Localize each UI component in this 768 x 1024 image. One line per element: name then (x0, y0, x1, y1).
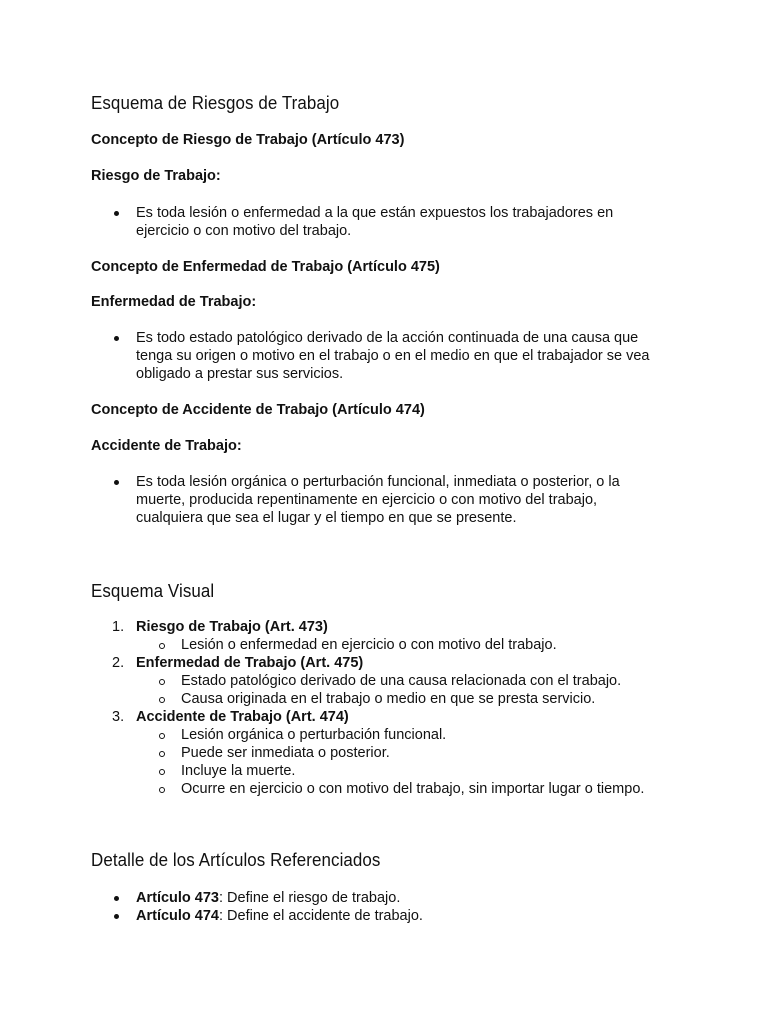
details-item-474: Artículo 474: Define el accidente de trabajo. (91, 907, 691, 925)
visual-subitem: Lesión o enfermedad en ejercicio o con motivo del trabajo. (136, 636, 711, 654)
circle-bullet-icon (159, 751, 165, 757)
visual-item-accidente (91, 708, 711, 798)
visual-subitem: Estado patológico derivado de una causa relacionada con el trabajo. (136, 672, 711, 690)
definition-list-accidente (91, 473, 691, 527)
visual-item-label: Accidente de Trabajo (Art. 474) (136, 709, 349, 725)
circle-bullet-icon (159, 679, 165, 685)
article-number: Artículo 473 (136, 890, 219, 906)
bullet-icon (114, 896, 119, 901)
visual-subitem: Incluye la muerte. (136, 762, 711, 780)
definition-item-accidente: Es toda lesión orgánica o perturbación funcional, inmediata o posterior, o la muerte, producida repentinamente en ejercicio o con motivo del trabajo, cualquiera que sea el lugar y el tiempo en que se presente. (91, 473, 691, 527)
visual-subitem: Puede ser inmediata o posterior. (136, 744, 711, 762)
visual-item-enfermedad (91, 654, 711, 708)
visual-subitem: Causa originada en el trabajo o medio en que se presta servicio. (136, 690, 711, 708)
circle-bullet-icon (159, 733, 165, 739)
bullet-icon (114, 914, 119, 919)
visual-sublist (136, 726, 711, 798)
visual-heading: Esquema Visual (91, 581, 215, 601)
term-heading-accidente: Accidente de Trabajo: (91, 438, 242, 454)
circle-bullet-icon (159, 697, 165, 703)
bullet-icon (114, 211, 119, 216)
visual-subitem: Lesión orgánica o perturbación funcional. (136, 726, 711, 744)
bullet-icon (114, 480, 119, 485)
details-heading: Detalle de los Artículos Referenciados (91, 850, 381, 870)
details-item-473: Artículo 473: Define el riesgo de trabajo. (91, 889, 691, 907)
concept-heading-riesgo: Concepto de Riesgo de Trabajo (Artículo 473) (91, 132, 405, 148)
visual-item-label: Riesgo de Trabajo (Art. 473) (136, 619, 328, 635)
term-heading-enfermedad: Enfermedad de Trabajo: (91, 294, 257, 310)
definition-list-enfermedad (91, 329, 691, 383)
visual-item-label: Enfermedad de Trabajo (Art. 475) (136, 655, 364, 671)
article-number: Artículo 474 (136, 908, 219, 924)
item-number: 3. (112, 709, 125, 725)
definition-item-enfermedad: Es todo estado patológico derivado de la acción continuada de una causa que tenga su origen o motivo en el trabajo o en el medio en que el trabajador se vea obligado a prestar sus servicios. (91, 329, 691, 383)
circle-bullet-icon (159, 769, 165, 775)
circle-bullet-icon (159, 787, 165, 793)
item-number: 1. (112, 619, 125, 635)
concept-heading-enfermedad: Concepto de Enfermedad de Trabajo (Artículo 475) (91, 259, 440, 275)
circle-bullet-icon (159, 643, 165, 649)
visual-item-riesgo (91, 618, 711, 654)
definition-list-riesgo (91, 204, 691, 240)
visual-sublist (136, 636, 711, 654)
visual-sublist (136, 672, 711, 708)
visual-numbered-list (91, 618, 711, 798)
concept-heading-accidente: Concepto de Accidente de Trabajo (Artículo 474) (91, 402, 425, 418)
term-heading-riesgo: Riesgo de Trabajo: (91, 168, 221, 184)
item-number: 2. (112, 655, 125, 671)
details-list (91, 889, 691, 925)
definition-item-riesgo: Es toda lesión o enfermedad a la que están expuestos los trabajadores en ejercicio o con motivo del trabajo. (91, 204, 691, 240)
document-title: Esquema de Riesgos de Trabajo (91, 93, 340, 113)
bullet-icon (114, 336, 119, 341)
visual-subitem: Ocurre en ejercicio o con motivo del trabajo, sin importar lugar o tiempo. (136, 780, 711, 798)
